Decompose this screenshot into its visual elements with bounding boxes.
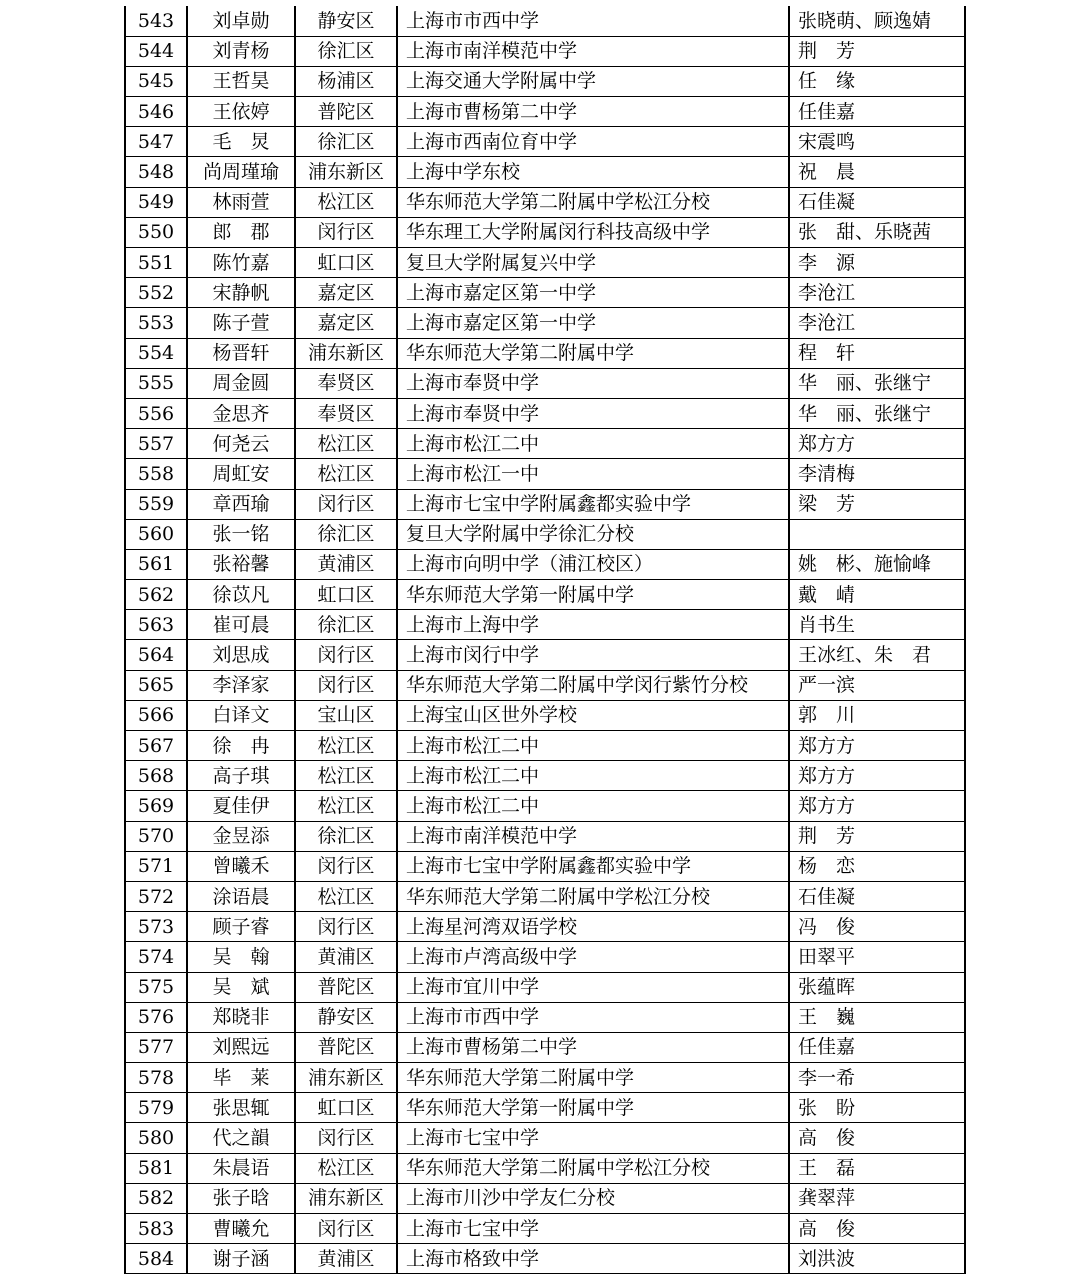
- district-cell: 闵行区: [295, 640, 397, 670]
- teacher-name-cell: 任佳嘉: [789, 97, 965, 127]
- table-row: [125, 6, 965, 36]
- district-cell: 徐汇区: [295, 127, 397, 157]
- teacher-name-cell: 郭 川: [789, 700, 965, 730]
- school-name-cell: 华东师范大学第一附属中学: [397, 1093, 789, 1123]
- teacher-name-cell: 王冰红、朱 君: [789, 640, 965, 670]
- teacher-name-cell: 祝 晨: [789, 157, 965, 187]
- row-number-cell: 560: [125, 519, 187, 549]
- teacher-name-cell: 严一滨: [789, 670, 965, 700]
- row-number-cell: 570: [125, 821, 187, 851]
- district-cell: 闵行区: [295, 1123, 397, 1153]
- table-row: [125, 640, 965, 670]
- table-row: [125, 851, 965, 881]
- row-number-cell: 554: [125, 338, 187, 368]
- teacher-name-cell: 郑方方: [789, 731, 965, 761]
- school-name-cell: 上海市格致中学: [397, 1244, 789, 1274]
- school-name-cell: 上海市七宝中学附属鑫都实验中学: [397, 489, 789, 519]
- school-name-cell: 上海星河湾双语学校: [397, 912, 789, 942]
- district-cell: 静安区: [295, 6, 397, 36]
- school-name-cell: 华东师范大学第二附属中学松江分校: [397, 187, 789, 217]
- student-name-cell: 王依婷: [187, 97, 295, 127]
- teacher-name-cell: 李一希: [789, 1063, 965, 1093]
- student-name-cell: 刘卓勋: [187, 6, 295, 36]
- row-number-cell: 551: [125, 248, 187, 278]
- school-name-cell: 华东师范大学第二附属中学: [397, 1063, 789, 1093]
- student-name-cell: 涂语晨: [187, 881, 295, 911]
- table-row: [125, 1214, 965, 1244]
- row-number-cell: 559: [125, 489, 187, 519]
- table-row: [125, 278, 965, 308]
- district-cell: 松江区: [295, 1153, 397, 1183]
- row-number-cell: 548: [125, 157, 187, 187]
- student-name-cell: 曹曦允: [187, 1214, 295, 1244]
- school-name-cell: 上海市松江一中: [397, 459, 789, 489]
- row-number-cell: 577: [125, 1032, 187, 1062]
- district-cell: 徐汇区: [295, 821, 397, 851]
- district-cell: 闵行区: [295, 1214, 397, 1244]
- teacher-name-cell: 华 丽、张继宁: [789, 398, 965, 428]
- school-name-cell: 上海市嘉定区第一中学: [397, 278, 789, 308]
- teacher-name-cell: 龚翠萍: [789, 1183, 965, 1213]
- row-number-cell: 574: [125, 942, 187, 972]
- row-number-cell: 582: [125, 1183, 187, 1213]
- district-cell: 杨浦区: [295, 66, 397, 96]
- school-name-cell: 上海市七宝中学附属鑫都实验中学: [397, 851, 789, 881]
- student-name-cell: 夏佳伊: [187, 791, 295, 821]
- table-row: [125, 1123, 965, 1153]
- teacher-name-cell: 石佳凝: [789, 187, 965, 217]
- school-name-cell: 上海宝山区世外学校: [397, 700, 789, 730]
- table-row: [125, 700, 965, 730]
- school-name-cell: 上海市西南位育中学: [397, 127, 789, 157]
- table-row: [125, 1063, 965, 1093]
- table-row: [125, 127, 965, 157]
- school-name-cell: 华东理工大学附属闵行科技高级中学: [397, 217, 789, 247]
- teacher-name-cell: 荆 芳: [789, 821, 965, 851]
- table-row: [125, 97, 965, 127]
- student-name-cell: 徐 冉: [187, 731, 295, 761]
- student-name-cell: 毕 莱: [187, 1063, 295, 1093]
- teacher-name-cell: 张 甜、乐晓茜: [789, 217, 965, 247]
- row-number-cell: 557: [125, 429, 187, 459]
- teacher-name-cell: 高 俊: [789, 1123, 965, 1153]
- teacher-name-cell: 姚 彬、施愉峰: [789, 549, 965, 579]
- row-number-cell: 552: [125, 278, 187, 308]
- roster-table: [124, 6, 966, 1274]
- row-number-cell: 564: [125, 640, 187, 670]
- teacher-name-cell: 刘洪波: [789, 1244, 965, 1274]
- school-name-cell: 上海市南洋模范中学: [397, 36, 789, 66]
- district-cell: 黄浦区: [295, 549, 397, 579]
- student-name-cell: 杨晋轩: [187, 338, 295, 368]
- district-cell: 奉贤区: [295, 398, 397, 428]
- table-row: [125, 338, 965, 368]
- table-row: [125, 248, 965, 278]
- student-name-cell: 尚周瑾瑜: [187, 157, 295, 187]
- student-name-cell: 曾曦禾: [187, 851, 295, 881]
- school-name-cell: 上海市曹杨第二中学: [397, 97, 789, 127]
- teacher-name-cell: 任 缘: [789, 66, 965, 96]
- teacher-name-cell: 张蕴晖: [789, 972, 965, 1002]
- table-row: [125, 157, 965, 187]
- school-name-cell: 上海市宜川中学: [397, 972, 789, 1002]
- school-name-cell: 华东师范大学第二附属中学松江分校: [397, 1153, 789, 1183]
- district-cell: 普陀区: [295, 972, 397, 1002]
- school-name-cell: 上海市向明中学（浦江校区）: [397, 549, 789, 579]
- table-row: [125, 66, 965, 96]
- row-number-cell: 556: [125, 398, 187, 428]
- student-name-cell: 徐苡凡: [187, 580, 295, 610]
- student-name-cell: 代之韻: [187, 1123, 295, 1153]
- table-row: [125, 972, 965, 1002]
- student-name-cell: 张子晗: [187, 1183, 295, 1213]
- teacher-name-cell: [789, 519, 965, 549]
- student-name-cell: 张思辄: [187, 1093, 295, 1123]
- row-number-cell: 544: [125, 36, 187, 66]
- student-name-cell: 金思齐: [187, 398, 295, 428]
- district-cell: 松江区: [295, 731, 397, 761]
- row-number-cell: 550: [125, 217, 187, 247]
- district-cell: 闵行区: [295, 217, 397, 247]
- row-number-cell: 567: [125, 731, 187, 761]
- district-cell: 浦东新区: [295, 338, 397, 368]
- student-name-cell: 谢子涵: [187, 1244, 295, 1274]
- student-name-cell: 郎 郡: [187, 217, 295, 247]
- district-cell: 虹口区: [295, 248, 397, 278]
- school-name-cell: 上海市七宝中学: [397, 1123, 789, 1153]
- student-name-cell: 郑晓非: [187, 1002, 295, 1032]
- table-row: [125, 1093, 965, 1123]
- table-row: [125, 1032, 965, 1062]
- student-name-cell: 顾子睿: [187, 912, 295, 942]
- teacher-name-cell: 李清梅: [789, 459, 965, 489]
- table-row: [125, 459, 965, 489]
- teacher-name-cell: 李 源: [789, 248, 965, 278]
- row-number-cell: 565: [125, 670, 187, 700]
- district-cell: 普陀区: [295, 97, 397, 127]
- row-number-cell: 578: [125, 1063, 187, 1093]
- row-number-cell: 580: [125, 1123, 187, 1153]
- table-row: [125, 731, 965, 761]
- district-cell: 闵行区: [295, 489, 397, 519]
- school-name-cell: 华东师范大学第二附属中学松江分校: [397, 881, 789, 911]
- teacher-name-cell: 李沧江: [789, 308, 965, 338]
- teacher-name-cell: 李沧江: [789, 278, 965, 308]
- table-row: [125, 489, 965, 519]
- teacher-name-cell: 郑方方: [789, 761, 965, 791]
- teacher-name-cell: 程 轩: [789, 338, 965, 368]
- teacher-name-cell: 荆 芳: [789, 36, 965, 66]
- teacher-name-cell: 田翠平: [789, 942, 965, 972]
- row-number-cell: 576: [125, 1002, 187, 1032]
- table-row: [125, 1153, 965, 1183]
- student-name-cell: 高子琪: [187, 761, 295, 791]
- school-name-cell: 上海市曹杨第二中学: [397, 1032, 789, 1062]
- student-name-cell: 刘熙远: [187, 1032, 295, 1062]
- student-name-cell: 张裕馨: [187, 549, 295, 579]
- district-cell: 浦东新区: [295, 157, 397, 187]
- school-name-cell: 华东师范大学第二附属中学闵行紫竹分校: [397, 670, 789, 700]
- district-cell: 黄浦区: [295, 1244, 397, 1274]
- teacher-name-cell: 任佳嘉: [789, 1032, 965, 1062]
- row-number-cell: 543: [125, 6, 187, 36]
- table-row: [125, 187, 965, 217]
- teacher-name-cell: 杨 恋: [789, 851, 965, 881]
- table-row: [125, 761, 965, 791]
- school-name-cell: 华东师范大学第二附属中学: [397, 338, 789, 368]
- student-name-cell: 崔可晨: [187, 610, 295, 640]
- table-row: [125, 942, 965, 972]
- district-cell: 普陀区: [295, 1032, 397, 1062]
- student-name-cell: 吴 翰: [187, 942, 295, 972]
- school-name-cell: 上海中学东校: [397, 157, 789, 187]
- district-cell: 静安区: [295, 1002, 397, 1032]
- school-name-cell: 上海市奉贤中学: [397, 368, 789, 398]
- row-number-cell: 575: [125, 972, 187, 1002]
- student-name-cell: 章西瑜: [187, 489, 295, 519]
- district-cell: 闵行区: [295, 670, 397, 700]
- district-cell: 嘉定区: [295, 278, 397, 308]
- student-name-cell: 何尧云: [187, 429, 295, 459]
- teacher-name-cell: 冯 俊: [789, 912, 965, 942]
- document-page: [124, 6, 966, 1274]
- table-row: [125, 1002, 965, 1032]
- row-number-cell: 569: [125, 791, 187, 821]
- student-name-cell: 周虹安: [187, 459, 295, 489]
- district-cell: 徐汇区: [295, 519, 397, 549]
- row-number-cell: 568: [125, 761, 187, 791]
- table-row: [125, 670, 965, 700]
- table-row: [125, 549, 965, 579]
- row-number-cell: 579: [125, 1093, 187, 1123]
- district-cell: 松江区: [295, 761, 397, 791]
- district-cell: 徐汇区: [295, 36, 397, 66]
- district-cell: 奉贤区: [295, 368, 397, 398]
- teacher-name-cell: 郑方方: [789, 429, 965, 459]
- student-name-cell: 金昱添: [187, 821, 295, 851]
- row-number-cell: 555: [125, 368, 187, 398]
- table-row: [125, 398, 965, 428]
- table-row: [125, 580, 965, 610]
- row-number-cell: 563: [125, 610, 187, 640]
- table-row: [125, 1183, 965, 1213]
- district-cell: 闵行区: [295, 912, 397, 942]
- roster-table-body: [125, 6, 965, 1274]
- school-name-cell: 上海市川沙中学友仁分校: [397, 1183, 789, 1213]
- teacher-name-cell: 高 俊: [789, 1214, 965, 1244]
- school-name-cell: 上海市卢湾高级中学: [397, 942, 789, 972]
- table-row: [125, 308, 965, 338]
- teacher-name-cell: 肖书生: [789, 610, 965, 640]
- district-cell: 浦东新区: [295, 1063, 397, 1093]
- teacher-name-cell: 王 磊: [789, 1153, 965, 1183]
- district-cell: 闵行区: [295, 851, 397, 881]
- table-row: [125, 519, 965, 549]
- table-row: [125, 912, 965, 942]
- school-name-cell: 上海市松江二中: [397, 429, 789, 459]
- row-number-cell: 558: [125, 459, 187, 489]
- district-cell: 嘉定区: [295, 308, 397, 338]
- school-name-cell: 上海市松江二中: [397, 731, 789, 761]
- teacher-name-cell: 石佳凝: [789, 881, 965, 911]
- table-row: [125, 881, 965, 911]
- district-cell: 浦东新区: [295, 1183, 397, 1213]
- school-name-cell: 上海市松江二中: [397, 761, 789, 791]
- student-name-cell: 王哲昊: [187, 66, 295, 96]
- district-cell: 徐汇区: [295, 610, 397, 640]
- student-name-cell: 宋静帆: [187, 278, 295, 308]
- table-row: [125, 36, 965, 66]
- student-name-cell: 刘青杨: [187, 36, 295, 66]
- table-row: [125, 429, 965, 459]
- district-cell: 虹口区: [295, 580, 397, 610]
- student-name-cell: 林雨萱: [187, 187, 295, 217]
- table-row: [125, 1244, 965, 1274]
- row-number-cell: 553: [125, 308, 187, 338]
- school-name-cell: 上海市市西中学: [397, 1002, 789, 1032]
- table-row: [125, 791, 965, 821]
- school-name-cell: 上海交通大学附属中学: [397, 66, 789, 96]
- row-number-cell: 562: [125, 580, 187, 610]
- row-number-cell: 573: [125, 912, 187, 942]
- district-cell: 黄浦区: [295, 942, 397, 972]
- row-number-cell: 584: [125, 1244, 187, 1274]
- teacher-name-cell: 戴 崝: [789, 580, 965, 610]
- student-name-cell: 陈子萱: [187, 308, 295, 338]
- student-name-cell: 白译文: [187, 700, 295, 730]
- student-name-cell: 李泽家: [187, 670, 295, 700]
- teacher-name-cell: 张晓萌、顾逸婧: [789, 6, 965, 36]
- school-name-cell: 上海市奉贤中学: [397, 398, 789, 428]
- row-number-cell: 572: [125, 881, 187, 911]
- student-name-cell: 刘思成: [187, 640, 295, 670]
- table-row: [125, 821, 965, 851]
- district-cell: 松江区: [295, 791, 397, 821]
- row-number-cell: 583: [125, 1214, 187, 1244]
- student-name-cell: 朱晨语: [187, 1153, 295, 1183]
- row-number-cell: 547: [125, 127, 187, 157]
- district-cell: 松江区: [295, 459, 397, 489]
- row-number-cell: 545: [125, 66, 187, 96]
- school-name-cell: 上海市松江二中: [397, 791, 789, 821]
- table-row: [125, 368, 965, 398]
- row-number-cell: 549: [125, 187, 187, 217]
- table-row: [125, 217, 965, 247]
- district-cell: 松江区: [295, 429, 397, 459]
- school-name-cell: 上海市南洋模范中学: [397, 821, 789, 851]
- row-number-cell: 581: [125, 1153, 187, 1183]
- row-number-cell: 546: [125, 97, 187, 127]
- teacher-name-cell: 张 盼: [789, 1093, 965, 1123]
- student-name-cell: 陈竹嘉: [187, 248, 295, 278]
- teacher-name-cell: 梁 芳: [789, 489, 965, 519]
- school-name-cell: 上海市上海中学: [397, 610, 789, 640]
- student-name-cell: 张一铭: [187, 519, 295, 549]
- school-name-cell: 上海市嘉定区第一中学: [397, 308, 789, 338]
- school-name-cell: 复旦大学附属中学徐汇分校: [397, 519, 789, 549]
- student-name-cell: 周金圆: [187, 368, 295, 398]
- district-cell: 宝山区: [295, 700, 397, 730]
- school-name-cell: 上海市闵行中学: [397, 640, 789, 670]
- teacher-name-cell: 宋震鸣: [789, 127, 965, 157]
- district-cell: 松江区: [295, 187, 397, 217]
- district-cell: 松江区: [295, 881, 397, 911]
- school-name-cell: 复旦大学附属复兴中学: [397, 248, 789, 278]
- teacher-name-cell: 华 丽、张继宁: [789, 368, 965, 398]
- school-name-cell: 华东师范大学第一附属中学: [397, 580, 789, 610]
- teacher-name-cell: 郑方方: [789, 791, 965, 821]
- district-cell: 虹口区: [295, 1093, 397, 1123]
- row-number-cell: 561: [125, 549, 187, 579]
- school-name-cell: 上海市七宝中学: [397, 1214, 789, 1244]
- row-number-cell: 571: [125, 851, 187, 881]
- student-name-cell: 毛 炅: [187, 127, 295, 157]
- student-name-cell: 吴 斌: [187, 972, 295, 1002]
- row-number-cell: 566: [125, 700, 187, 730]
- school-name-cell: 上海市市西中学: [397, 6, 789, 36]
- teacher-name-cell: 王 巍: [789, 1002, 965, 1032]
- table-row: [125, 610, 965, 640]
